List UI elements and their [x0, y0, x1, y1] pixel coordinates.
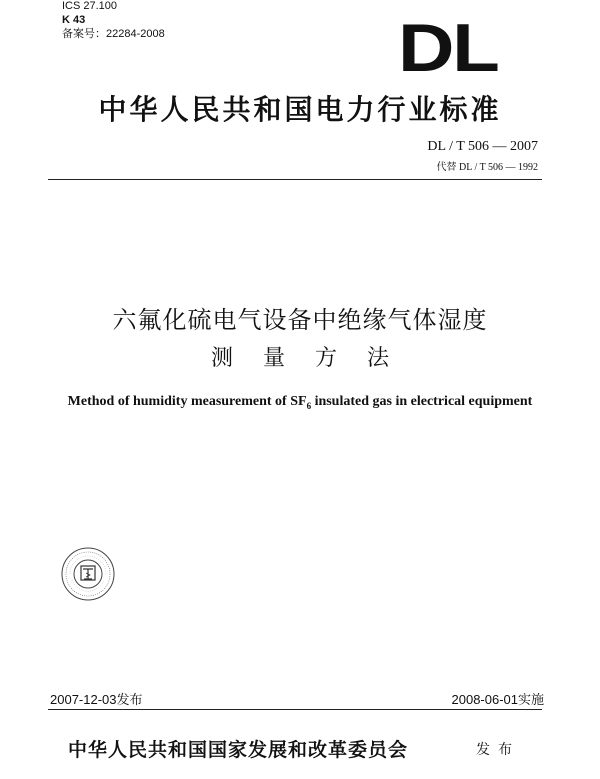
- title-english-subscript: 6: [306, 400, 312, 411]
- title-english: [0, 394, 600, 411]
- title-chinese-line-2: 测量方法: [210, 346, 419, 371]
- title-chinese-line-1: 六氟化硫电气设备中绝缘气体湿度: [112, 306, 488, 334]
- organization-title: 中华人民共和国电力行业标准: [98, 93, 502, 126]
- dl-logo: DL: [398, 10, 498, 86]
- implementation-date: 2008-06-01实施: [451, 692, 544, 707]
- filing-value: 22284-2008: [106, 28, 165, 40]
- issuing-authority: 中华人民共和国国家发展和改革委员会: [68, 739, 409, 761]
- filing-number: [62, 28, 165, 40]
- replaces-standard: 代替 DL / T 506 — 1992: [436, 162, 538, 173]
- top-divider: [48, 179, 542, 180]
- title-english-part-1: Method of humidity measurement of SF: [67, 394, 307, 409]
- standard-code: DL / T 506 — 2007: [427, 139, 538, 154]
- filing-label: 备案号：: [62, 28, 106, 40]
- ics-code: ICS 27.100: [62, 0, 118, 12]
- bottom-divider: [48, 709, 542, 710]
- category-code: K 43: [62, 14, 86, 26]
- china-electric-power-press-seal-icon: [60, 546, 116, 602]
- issue-label: 发布: [476, 742, 520, 758]
- publish-date: 2007-12-03发布: [50, 692, 143, 707]
- title-english-part-2: insulated gas in electrical equipment: [311, 394, 533, 409]
